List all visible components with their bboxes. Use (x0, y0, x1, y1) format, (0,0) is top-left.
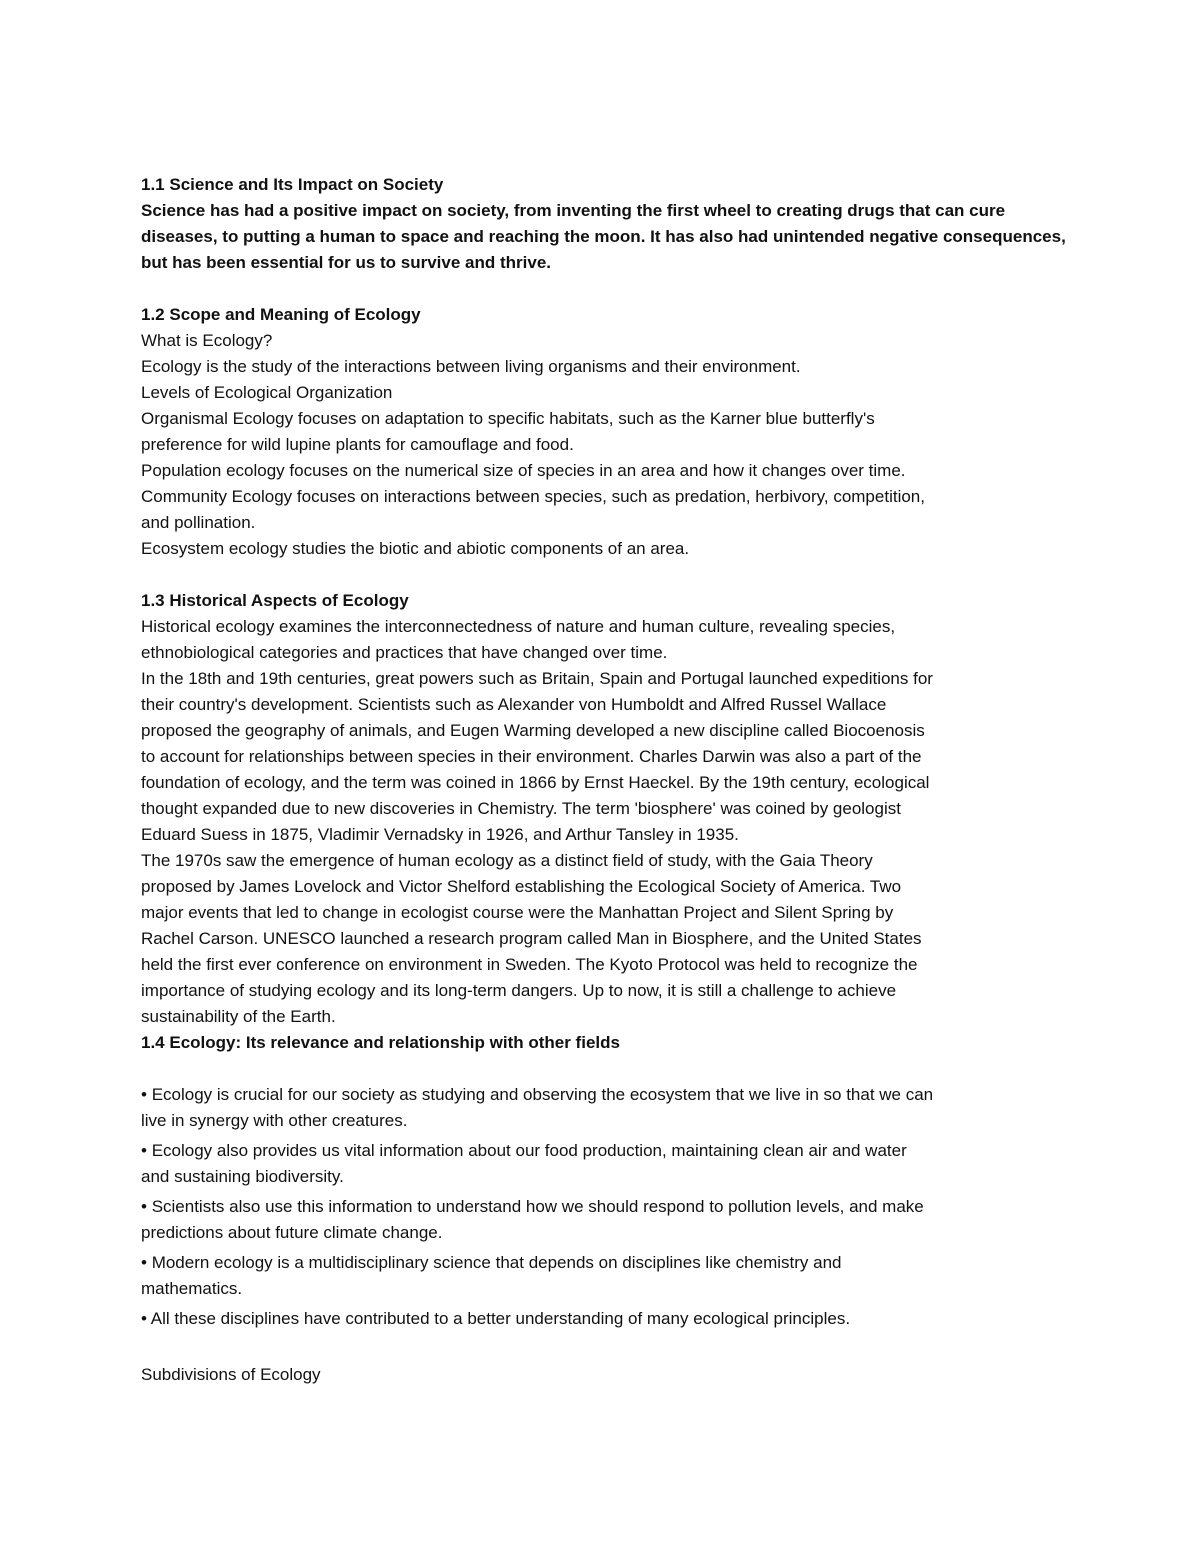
bullet-line (141, 1306, 1071, 1332)
section-1-3-line: sustainability of the Earth. (141, 1007, 336, 1026)
list-item (141, 1082, 1071, 1134)
section-1-2-line: Community Ecology focuses on interactions between species, such as predation, herbivory, competition, (141, 487, 925, 506)
bullet-line (141, 1194, 1071, 1220)
section-1-3-line: In the 18th and 19th centuries, great powers such as Britain, Spain and Portugal launched expeditions for (141, 669, 933, 688)
bullet-icon: • (141, 1253, 147, 1272)
section-1-4-heading: 1.4 Ecology: Its relevance and relationship with other fields (141, 1033, 620, 1052)
section-1-1-line: Science has had a positive impact on society, from inventing the first wheel to creating drugs that can cure (141, 201, 1006, 220)
section-1-2-heading: 1.2 Scope and Meaning of Ecology (141, 305, 421, 324)
bullet-text: Ecology also provides us vital information about our food production, maintaining clean air and water (151, 1141, 907, 1160)
section-1-3-line: proposed the geography of animals, and Eugen Warming developed a new discipline called Biocoenosis (141, 721, 925, 740)
section-1-3-heading: 1.3 Historical Aspects of Ecology (141, 591, 409, 610)
section-1-2-line: Ecology is the study of the interactions between living organisms and their environment. (141, 357, 801, 376)
bullet-line (141, 1082, 1071, 1108)
section-1-2-line: What is Ecology? (141, 331, 273, 350)
subdivisions-heading: Subdivisions of Ecology (141, 1365, 321, 1384)
bullet-text: All these disciplines have contributed to a better understanding of many ecological principles. (150, 1309, 851, 1328)
section-1-3-line: their country's development. Scientists such as Alexander von Humboldt and Alfred Russel Wallace (141, 695, 887, 714)
bullet-line: and sustaining biodiversity. (141, 1167, 344, 1186)
section-1-1-line: diseases, to putting a human to space and reaching the moon. It has also had unintended negative consequences, (141, 227, 1066, 246)
list-item (141, 1194, 1071, 1246)
list-item (141, 1306, 1071, 1332)
section-1-1-heading: 1.1 Science and Its Impact on Society (141, 175, 444, 194)
section-1-2-line: preference for wild lupine plants for camouflage and food. (141, 435, 574, 454)
section-1-3-line: foundation of ecology, and the term was coined in 1866 by Ernst Haeckel. By the 19th century, ecological (141, 773, 930, 792)
bullet-line (141, 1138, 1071, 1164)
bullet-text: Scientists also use this information to understand how we should respond to pollution levels, and make (151, 1197, 924, 1216)
bullet-icon: • (141, 1085, 147, 1104)
section-1-3-line: The 1970s saw the emergence of human ecology as a distinct field of study, with the Gaia Theory (141, 851, 873, 870)
section-1-2-line: Population ecology focuses on the numerical size of species in an area and how it changes over time. (141, 461, 906, 480)
bullet-line: mathematics. (141, 1279, 243, 1298)
section-1-3-line: major events that led to change in ecologist course were the Manhattan Project and Silent Spring by (141, 903, 894, 922)
spacer (141, 562, 1071, 588)
section-1-2-line: Ecosystem ecology studies the biotic and abiotic components of an area. (141, 539, 690, 558)
document-page (141, 172, 1071, 1388)
bullet-icon: • (141, 1197, 147, 1216)
section-1-3-line: importance of studying ecology and its long-term dangers. Up to now, it is still a challenge to achieve (141, 981, 897, 1000)
section-1-3-line: Historical ecology examines the interconnectedness of nature and human culture, revealing species, (141, 617, 896, 636)
bullet-icon: • (141, 1141, 147, 1160)
bullet-text: Modern ecology is a multidisciplinary science that depends on disciplines like chemistry and (151, 1253, 842, 1272)
section-1-2-line: Organismal Ecology focuses on adaptation to specific habitats, such as the Karner blue butterfly's (141, 409, 875, 428)
spacer (141, 1336, 1071, 1362)
bullet-line: live in synergy with other creatures. (141, 1111, 408, 1130)
section-1-3-line: ethnobiological categories and practices that have changed over time. (141, 643, 668, 662)
section-1-1-line: but has been essential for us to survive and thrive. (141, 253, 552, 272)
section-1-2-line: Levels of Ecological Organization (141, 383, 393, 402)
list-item (141, 1138, 1071, 1190)
section-1-3-line: proposed by James Lovelock and Victor Shelford establishing the Ecological Society of America. Two (141, 877, 902, 896)
section-1-2-line: and pollination. (141, 513, 256, 532)
spacer (141, 276, 1071, 302)
bullet-line: predictions about future climate change. (141, 1223, 443, 1242)
section-1-3-line: to account for relationships between species in their environment. Charles Darwin was also a part of the (141, 747, 922, 766)
section-1-3-line: held the first ever conference on environment in Sweden. The Kyoto Protocol was held to recognize the (141, 955, 918, 974)
bullet-icon: • (141, 1309, 147, 1328)
section-1-3-line: Rachel Carson. UNESCO launched a research program called Man in Biosphere, and the United States (141, 929, 922, 948)
bullet-line (141, 1250, 1071, 1276)
section-1-3-line: thought expanded due to new discoveries in Chemistry. The term 'biosphere' was coined by geologist (141, 799, 901, 818)
list-item (141, 1250, 1071, 1302)
bullet-text: Ecology is crucial for our society as studying and observing the ecosystem that we live in so that we can (151, 1085, 934, 1104)
section-1-3-line: Eduard Suess in 1875, Vladimir Vernadsky in 1926, and Arthur Tansley in 1935. (141, 825, 739, 844)
spacer (141, 1056, 1071, 1082)
